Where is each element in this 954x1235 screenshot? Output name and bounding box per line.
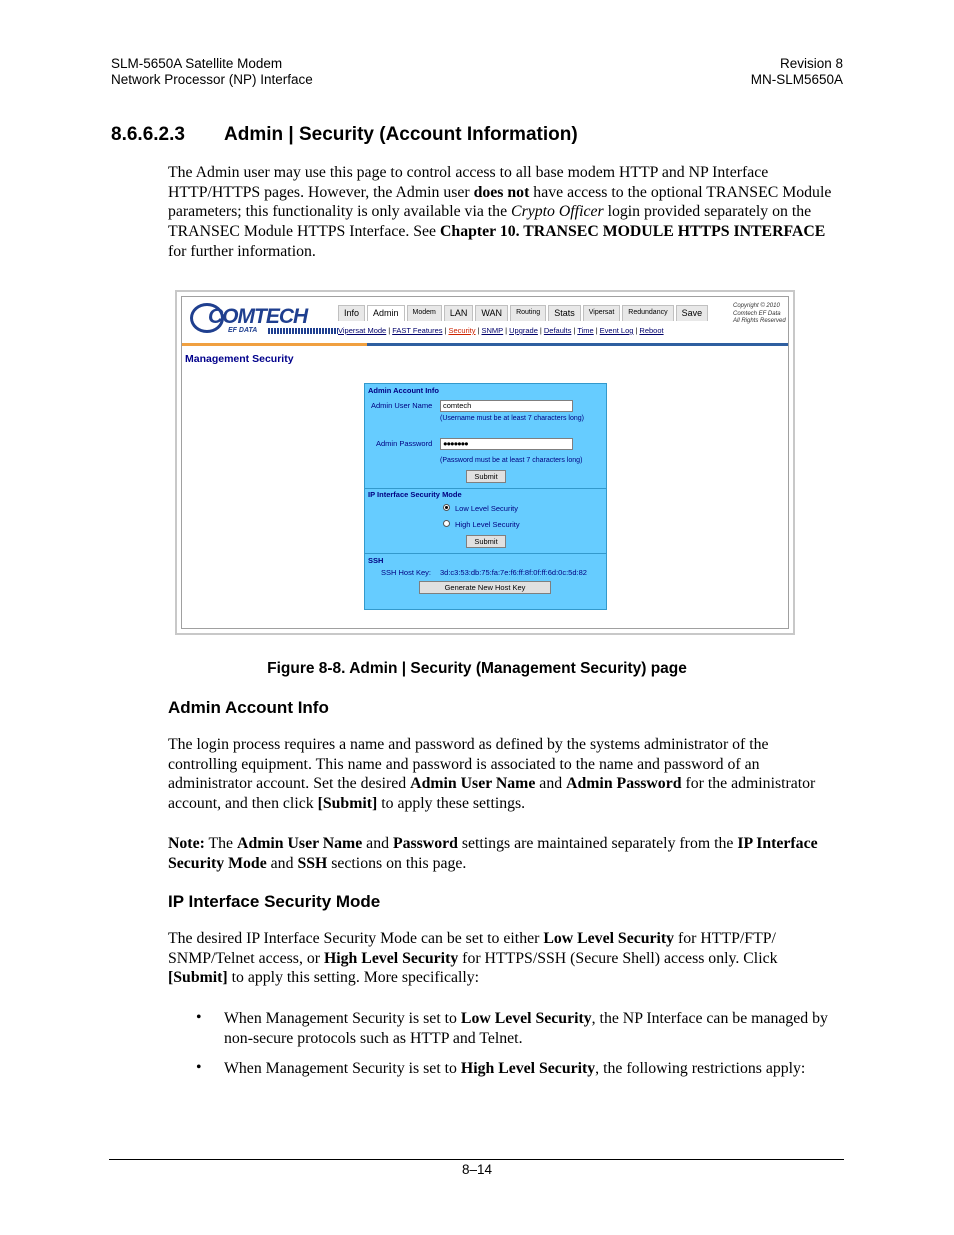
bullet-marker: •: [196, 1009, 202, 1026]
running-header-right: [751, 56, 843, 88]
ip-mode-submit-button[interactable]: Submit: [466, 535, 506, 548]
subnav-snmp[interactable]: SNMP: [481, 326, 504, 335]
running-header-left: [111, 56, 313, 88]
ip-mode-text-1: The desired IP Interface Security Mode can be set to either: [168, 930, 544, 947]
comtech-logo: [190, 303, 340, 337]
intro-paragraph: [168, 163, 834, 262]
password-input[interactable]: ●●●●●●●: [440, 438, 573, 450]
admin-account-text-3: for the administrator account, and then click: [168, 775, 816, 813]
note-bold: SSH: [297, 854, 328, 872]
figure-screenshot: [175, 290, 795, 635]
low-security-radio[interactable]: [443, 504, 450, 511]
logo-text: COMTECH: [208, 305, 308, 328]
ip-mode-section-heading: IP Interface Security Mode: [168, 892, 381, 911]
ip-mode-bold: [Submit]: [168, 969, 228, 987]
copyright-line: Comtech EF Data: [733, 310, 781, 317]
tab-vipersat[interactable]: Vipersat: [583, 305, 621, 321]
bullet-bold: High Level Security: [460, 1060, 596, 1077]
subnav-reboot[interactable]: Reboot: [639, 326, 664, 335]
ip-mode-text-4: to apply this setting. More specifically:: [227, 969, 480, 987]
subnav-separator: |: [595, 326, 598, 335]
intro-text-3: login provided separately on the TRANSEC Module HTTPS Interface. See: [168, 203, 812, 241]
tab-stats[interactable]: Stats: [548, 305, 581, 321]
tab-redundancy[interactable]: Redundancy: [622, 305, 673, 321]
intro-italic-crypto-officer: Crypto Officer: [511, 203, 604, 221]
section-title: Admin | Security (Account Information): [224, 124, 578, 145]
admin-account-bold: Admin Password: [566, 775, 682, 793]
tab-routing[interactable]: Routing: [510, 305, 546, 321]
intro-text-2: have access to the optional TRANSEC Module parameters; this functionality is only available via the: [168, 183, 832, 221]
subnav-vipersat-mode[interactable]: Vipersat Mode: [338, 326, 387, 335]
bullet-high-security: [224, 1059, 834, 1079]
subnav-separator: |: [388, 326, 391, 335]
admin-account-heading: Admin Account Info: [168, 698, 329, 717]
bullet-bold: Low Level Security: [460, 1010, 592, 1027]
header-manual-number: MN-SLM5650A: [750, 72, 843, 87]
panel-divider: [365, 488, 606, 489]
intro-text-4: for further information.: [168, 242, 316, 260]
password-hint: (Password must be at least 7 characters long): [440, 457, 583, 464]
ssh-heading: SSH: [368, 556, 384, 565]
security-panel: [364, 383, 607, 610]
section-number: 8.6.6.2.3: [111, 124, 185, 145]
subnav-time[interactable]: Time: [577, 326, 594, 335]
main-nav-tabs: [338, 305, 708, 321]
panel-divider: [365, 553, 606, 554]
tab-save[interactable]: Save: [676, 305, 709, 321]
ip-mode-bold: Low Level Security: [543, 930, 675, 947]
ip-mode-text-2: for HTTP/FTP/ SNMP/Telnet access, or: [168, 930, 776, 967]
admin-account-bold: Admin User Name: [410, 775, 536, 793]
admin-subnav: [338, 326, 664, 335]
header-interface: Network Processor (NP) Interface: [111, 72, 313, 87]
subnav-separator: |: [477, 326, 480, 335]
user-name-hint: (Username must be at least 7 characters long): [440, 415, 584, 422]
logo-bars-icon: [268, 328, 338, 334]
subnav-security[interactable]: Security: [448, 326, 476, 335]
subnav-separator: |: [444, 326, 447, 335]
subnav-separator: |: [539, 326, 542, 335]
figure-caption: Figure 8-8. Admin | Security (Management Security) page: [267, 660, 687, 677]
copyright-line: All Rights Reserved: [733, 318, 786, 324]
header-divider-orange: [182, 343, 367, 346]
note-bold: IP Interface Security Mode: [168, 835, 818, 872]
tab-lan[interactable]: LAN: [444, 305, 474, 321]
generate-host-key-button[interactable]: Generate New Host Key: [419, 581, 551, 594]
high-security-radio[interactable]: [443, 520, 450, 527]
high-security-label: High Level Security: [455, 520, 520, 529]
ip-mode-bold: High Level Security: [323, 949, 459, 967]
page-number: 8–14: [461, 1162, 493, 1177]
tab-modem[interactable]: Modem: [407, 305, 442, 321]
header-divider-blue: [367, 343, 788, 346]
admin-account-text-4: to apply these settings.: [377, 795, 526, 813]
user-name-label: Admin User Name: [371, 401, 433, 410]
ip-mode-paragraph: [168, 929, 834, 988]
low-security-label: Low Level Security: [455, 504, 518, 513]
user-name-input[interactable]: comtech: [440, 400, 573, 412]
ip-mode-heading: IP Interface Security Mode: [368, 490, 462, 499]
intro-text-1: The Admin user may use this page to control access to all base modem HTTP and NP Interface HTTP/HTTPS pages. However, the Admin user: [168, 164, 769, 201]
bullet-text: , the following restrictions apply:: [595, 1060, 806, 1077]
note-bold: Password: [392, 835, 458, 852]
page-title: Management Security: [185, 353, 294, 365]
bullet-text: When Management Security is set to: [224, 1010, 461, 1027]
intro-bold-does-not: does not: [473, 183, 530, 201]
header-revision: Revision 8: [779, 56, 843, 71]
account-submit-button[interactable]: Submit: [466, 470, 506, 483]
ssh-key-label: SSH Host Key:: [381, 568, 432, 577]
section-heading: [111, 124, 578, 146]
note-text: settings are maintained separately from the: [457, 835, 738, 852]
subnav-separator: |: [505, 326, 508, 335]
note-text: and: [362, 835, 393, 852]
footer-rule: [109, 1159, 844, 1160]
bullet-text: When Management Security is set to: [224, 1060, 461, 1077]
bullet-text: , the NP Interface can be managed by non-secure protocols such as HTTP and Telnet.: [224, 1010, 828, 1047]
note-text: The: [204, 835, 238, 852]
subnav-event-log[interactable]: Event Log: [599, 326, 634, 335]
note-text: sections on this page.: [327, 854, 467, 872]
tab-admin[interactable]: Admin: [367, 305, 405, 321]
intro-bold-chapter-ref: Chapter 10. TRANSEC MODULE HTTPS INTERFACE: [440, 223, 826, 241]
note-paragraph: [168, 834, 834, 873]
note-text: and: [266, 854, 298, 872]
admin-account-bold: [Submit]: [317, 795, 378, 813]
ip-mode-text-3: for HTTPS/SSH (Secure Shell) access only. Click: [458, 949, 778, 967]
ssh-key-value: 3d:c3:53:db:75:fa:7e:f6:ff:8f:0f:ff:6d:0c:5d:82: [440, 568, 587, 577]
subnav-upgrade[interactable]: Upgrade: [509, 326, 538, 335]
note-label: Note:: [168, 835, 205, 852]
admin-account-paragraph: [168, 735, 834, 814]
subnav-fast-features[interactable]: FAST Features: [392, 326, 443, 335]
copyright-notice: [733, 303, 786, 326]
subnav-separator: |: [573, 326, 576, 335]
subnav-defaults[interactable]: Defaults: [543, 326, 572, 335]
admin-account-text-2: and: [535, 775, 567, 793]
header-product: SLM-5650A Satellite Modem: [111, 56, 283, 71]
browser-page: [181, 296, 789, 629]
bullet-low-security: [224, 1009, 834, 1048]
note-bold: Admin User Name: [237, 835, 363, 852]
account-heading: Admin Account Info: [368, 386, 439, 395]
subnav-separator: |: [635, 326, 638, 335]
bullet-marker: •: [196, 1059, 202, 1076]
copyright-line: Copyright © 2010: [733, 303, 780, 309]
tab-wan[interactable]: WAN: [475, 305, 508, 321]
tab-info[interactable]: Info: [338, 305, 365, 321]
password-label: Admin Password: [376, 439, 433, 448]
admin-account-text-1: The login process requires a name and password as defined by the systems administrator of the controlling equipment. This name and password is associated to the name and password of an administrator account. Set the desired: [168, 736, 769, 793]
logo-subtext: EF DATA: [228, 327, 258, 334]
